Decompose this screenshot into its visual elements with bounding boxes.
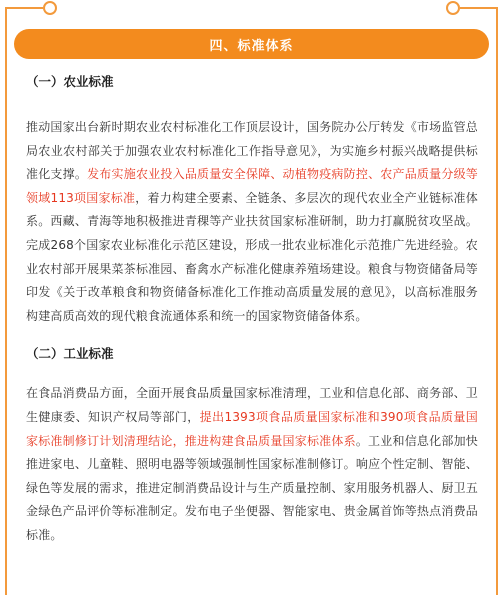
paragraph-agriculture (26, 116, 478, 328)
paragraph-text: 在食品消费品方面，全面开展食品质量国家标准清理，工业和信息化部、商务部、卫生健康委、知识产权局等部门， (26, 386, 478, 424)
highlighted-text: 提出1393项食品质量国家标准和390项食品质量国家标准制修订计划清理结论，推进构建食品质量国家标准体系 (26, 409, 478, 448)
section-title: 四、标准体系 (209, 38, 294, 54)
paragraph-text: 。工业和信息化部加快推进家电、儿童鞋、照明电器等领域强制性国家标准制修订。响应个性定制、智能、绿色等发展的需求，推进定制消费品设计与生产质量控制、家用服务机器人、厨卫五金绿色产品评价等标准制定。发布电子坐便器、智能家电、贵金属首饰等热点消费品标准。 (26, 433, 478, 542)
subsection-heading-agriculture: （一）农业标准 (26, 74, 114, 89)
article-body (26, 72, 478, 548)
section-title-banner (14, 29, 489, 59)
frame-top-line-right (460, 7, 496, 9)
frame-ring-right-icon (446, 1, 460, 15)
frame-ring-left-icon (43, 1, 57, 15)
paragraph-text: 推动国家出台新时期农业农村标准化工作顶层设计，国务院办公厅转发《市场监管总局农业农村部关于加强农业农村标准化工作指导意见》，为实施乡村振兴战略提供标准化支撑。 (26, 120, 478, 182)
highlighted-text: 发布实施农业投入品质量安全保障、动植物疫病防控、农产品质量分级等领域113项国家标准 (26, 167, 478, 205)
frame-top-line-left (7, 7, 43, 9)
subsection-heading-industry: （二）工业标准 (26, 346, 114, 362)
paragraph-industry (26, 382, 478, 547)
paragraph-text: ，着力构建全要素、全链条、多层次的现代农业全产业链标准体系。西藏、青海等地积极推进青稞等产业扶贫国家标准研制，助力打赢脱贫攻坚战。完成268个国家农业标准化示范区建设，形成一批农业标准化示范推广先进经验。农业农村部开展果菜茶标准园、畜禽水产标准化健康养殖场建设。粮食与物资储备局等印发《关于改革粮食和物资储备标准化工作推动高质量发展的意见》，以高标准服务构建高质高效的现代粮食流通体系和统一的国家物资储备体系。 (26, 190, 478, 323)
